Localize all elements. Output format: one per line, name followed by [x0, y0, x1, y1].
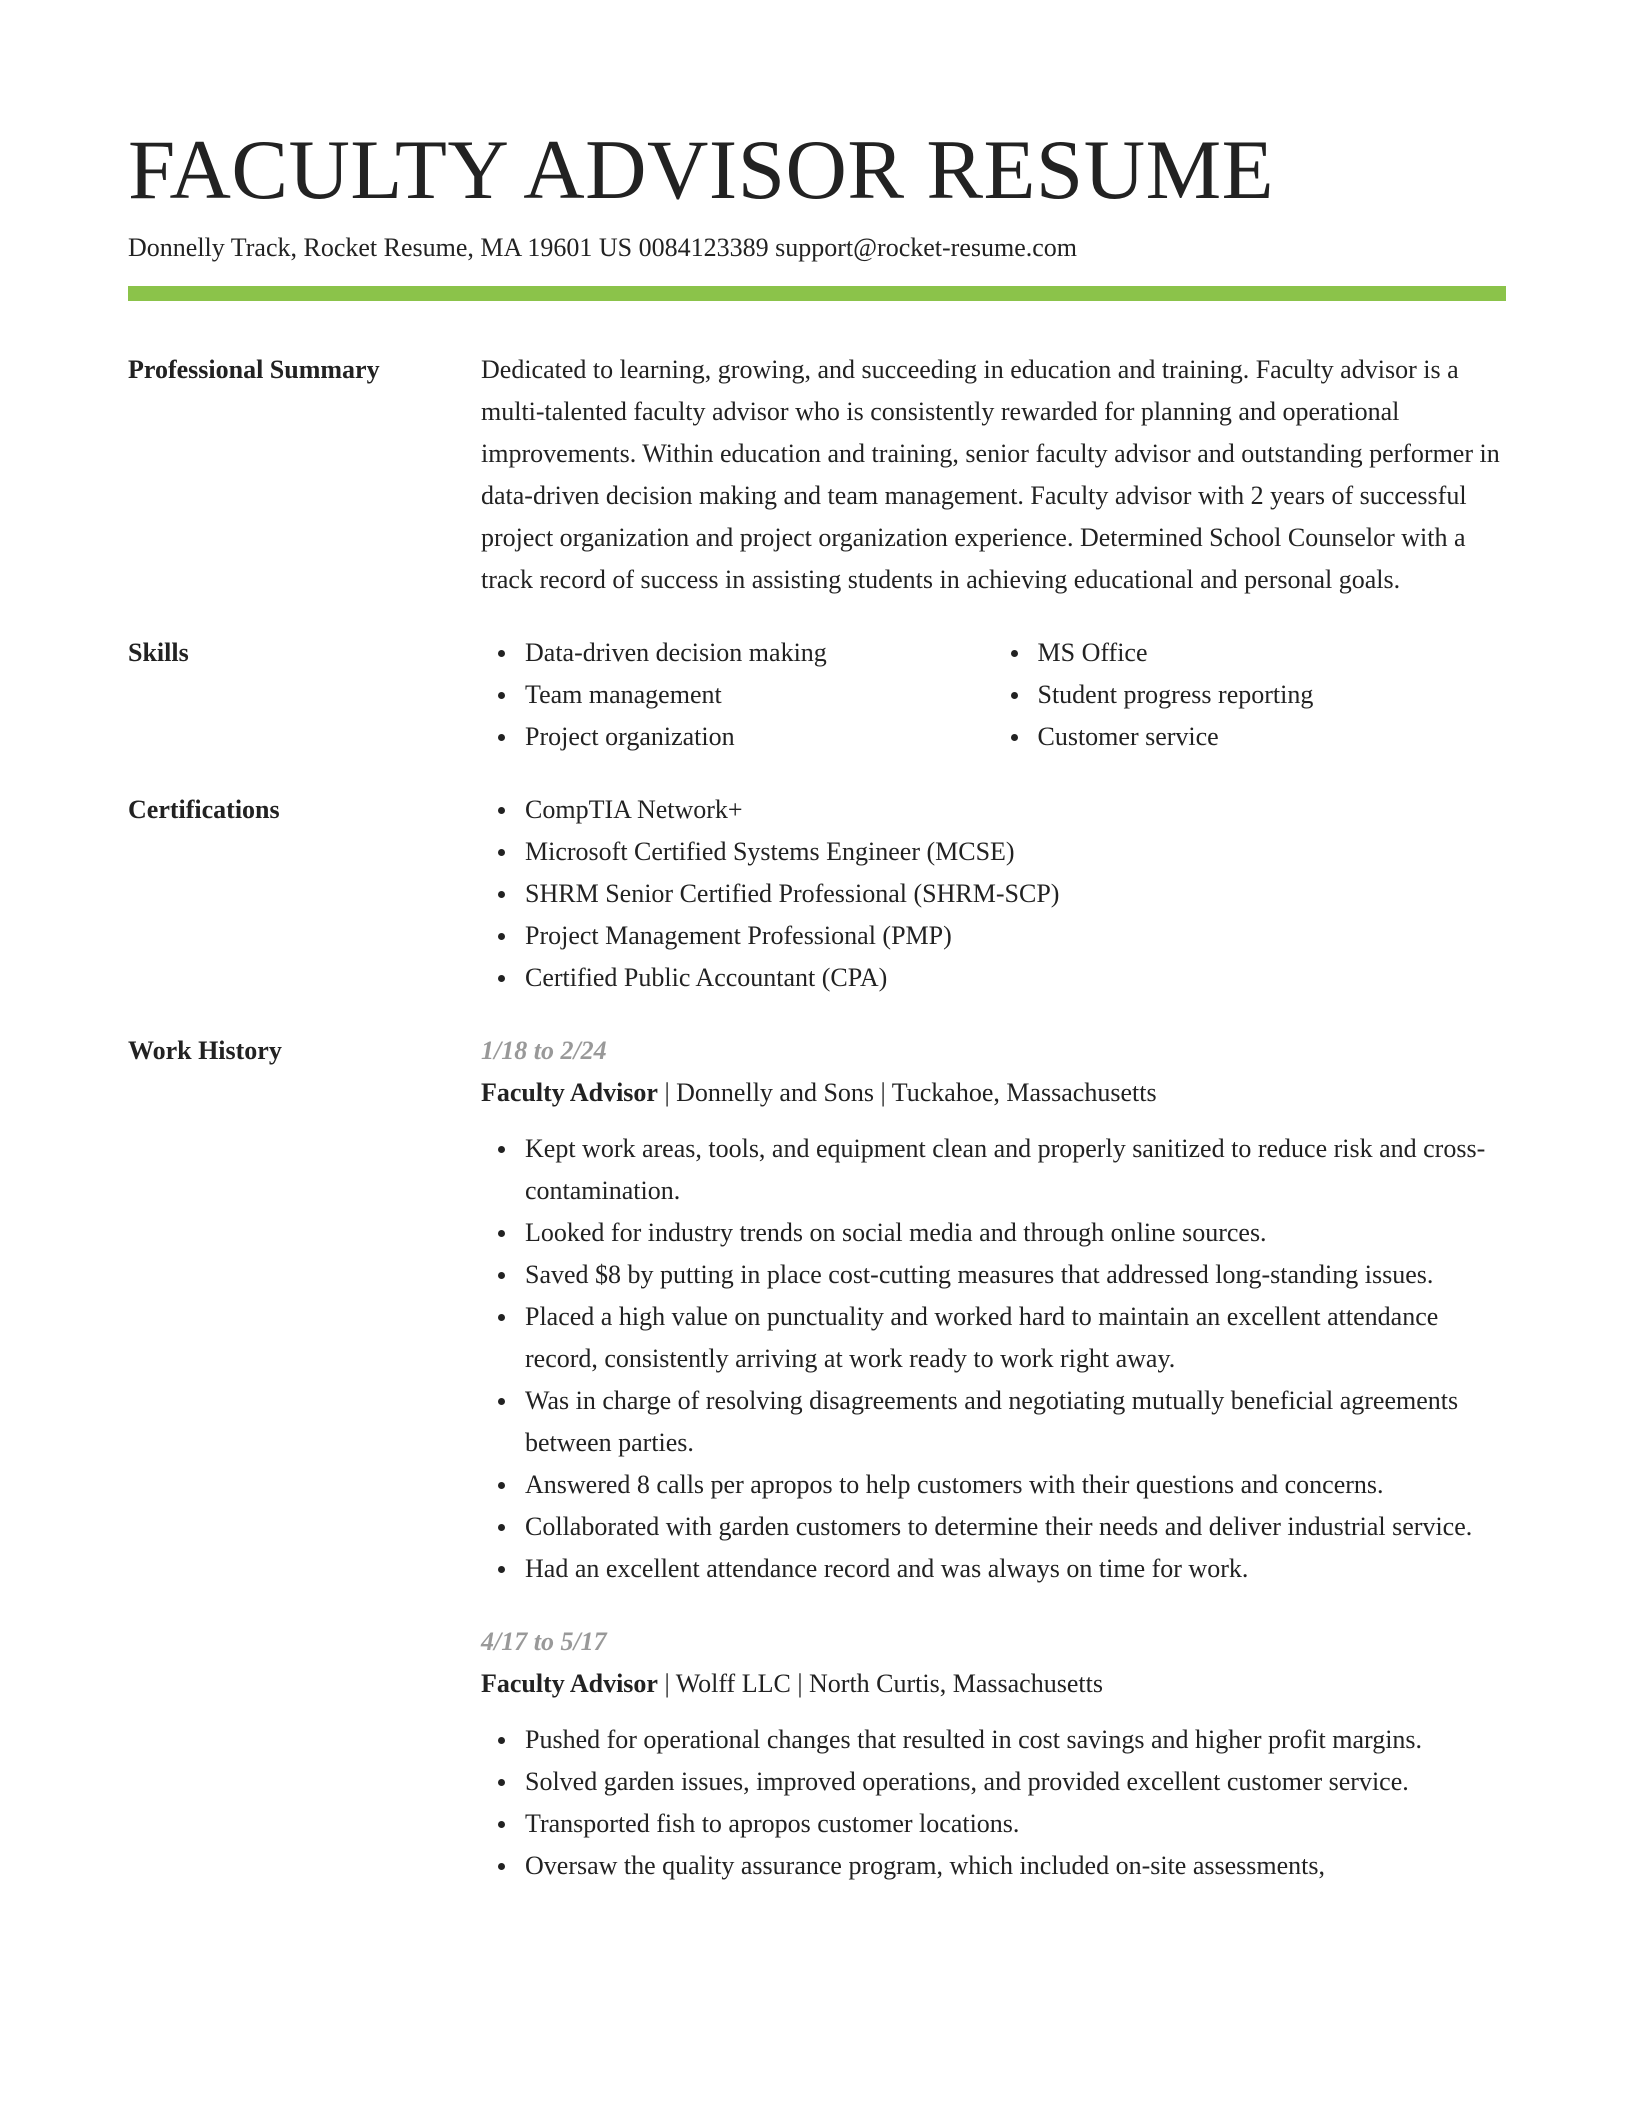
job-bullets — [481, 1719, 1506, 1887]
job-bullet: Looked for industry trends on social media and through online sources. — [525, 1212, 1506, 1254]
job-details: | Wolff LLC | North Curtis, Massachusetts — [657, 1669, 1103, 1698]
job-bullet: Pushed for operational changes that resulted in cost savings and higher profit margins. — [525, 1719, 1506, 1761]
work-history-section — [128, 1030, 1506, 1887]
contact-line — [128, 230, 1506, 266]
job-heading — [481, 1663, 1506, 1705]
job-bullet: Collaborated with garden customers to determine their needs and deliver industrial service. — [525, 1506, 1506, 1548]
certifications-label: Certifications — [128, 795, 280, 824]
job-bullet: Saved $8 by putting in place cost-cutting measures that addressed long-standing issues. — [525, 1254, 1506, 1296]
job-title: Faculty Advisor — [481, 1078, 658, 1107]
job-entry — [481, 1030, 1506, 1590]
skill-item: Customer service — [1038, 716, 1507, 758]
skill-item: Team management — [525, 674, 994, 716]
job-dates: 4/17 to 5/17 — [481, 1627, 607, 1656]
header-divider — [128, 286, 1506, 301]
job-bullet: Kept work areas, tools, and equipment clean and properly sanitized to reduce risk and cross-contamination. — [525, 1128, 1506, 1212]
certifications-section — [128, 789, 1506, 999]
job-bullets — [481, 1128, 1506, 1590]
job-entry — [481, 1621, 1506, 1887]
job-title: Faculty Advisor — [481, 1669, 658, 1698]
skill-item: Data-driven decision making — [525, 632, 994, 674]
contact-phone: 0084123389 — [638, 233, 769, 262]
job-dates: 1/18 to 2/24 — [481, 1036, 607, 1065]
contact-address: Donnelly Track, Rocket Resume, MA 19601 US — [128, 233, 633, 262]
summary-section — [128, 349, 1506, 601]
resume-page — [128, 118, 1506, 1887]
certification-item: Project Management Professional (PMP) — [525, 915, 1506, 957]
summary-label: Professional Summary — [128, 355, 380, 384]
skill-item: Student progress reporting — [1038, 674, 1507, 716]
job-bullet: Solved garden issues, improved operations, and provided excellent customer service. — [525, 1761, 1506, 1803]
skill-item: Project organization — [525, 716, 994, 758]
skills-list — [481, 632, 1506, 758]
certification-item: Certified Public Accountant (CPA) — [525, 957, 1506, 999]
certification-item: Microsoft Certified Systems Engineer (MCSE) — [525, 831, 1506, 873]
skill-item: MS Office — [1038, 632, 1507, 674]
skills-label: Skills — [128, 638, 189, 667]
certification-item: SHRM Senior Certified Professional (SHRM-SCP) — [525, 873, 1506, 915]
work-history-label: Work History — [128, 1036, 282, 1065]
job-bullet: Oversaw the quality assurance program, which included on-site assessments, — [525, 1845, 1506, 1887]
job-bullet: Placed a high value on punctuality and worked hard to maintain an excellent attendance record, consistently arriving at work ready to work right away. — [525, 1296, 1506, 1380]
job-bullet: Had an excellent attendance record and was always on time for work. — [525, 1548, 1506, 1590]
summary-text: Dedicated to learning, growing, and succeeding in education and training. Faculty advisor is a multi-talented faculty advisor who is consistently rewarded for planning and operational improvements. Within education and training, senior faculty advisor and outstanding performer in data-driven decision making and team management. Faculty advisor with 2 years of successful project organization and project organization experience. Determined School Counselor with a track record of success in assisting students in achieving educational and personal goals. — [481, 355, 1500, 594]
job-heading — [481, 1072, 1506, 1114]
skills-column-right — [994, 632, 1507, 758]
contact-email: support@rocket-resume.com — [775, 233, 1078, 262]
certification-item: CompTIA Network+ — [525, 789, 1506, 831]
job-details: | Donnelly and Sons | Tuckahoe, Massachusetts — [657, 1078, 1157, 1107]
resume-title: FACULTY ADVISOR RESUME — [128, 123, 1275, 217]
job-bullet: Answered 8 calls per apropos to help customers with their questions and concerns. — [525, 1464, 1506, 1506]
skills-section — [128, 632, 1506, 758]
certifications-list — [481, 789, 1506, 999]
job-bullet: Transported fish to apropos customer locations. — [525, 1803, 1506, 1845]
job-bullet: Was in charge of resolving disagreements and negotiating mutually beneficial agreements between parties. — [525, 1380, 1506, 1464]
skills-column-left — [481, 632, 994, 758]
